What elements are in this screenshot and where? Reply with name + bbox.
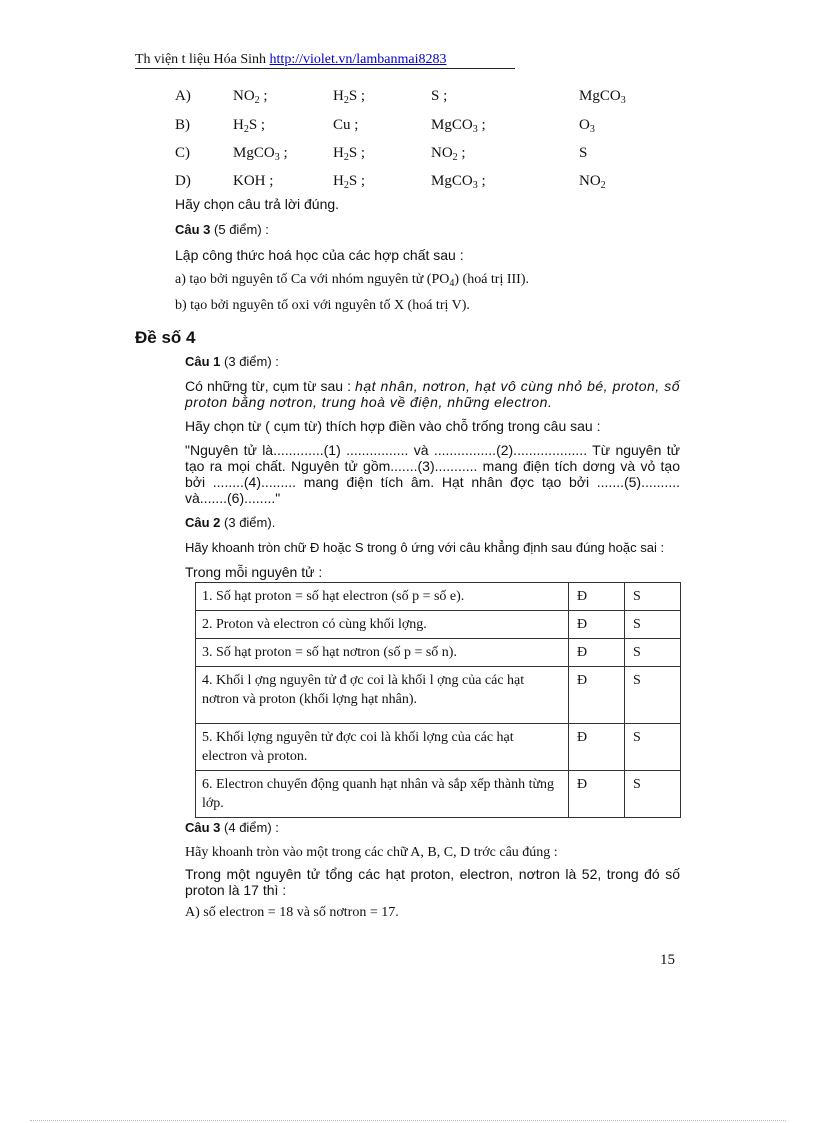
true-option[interactable]: Đ [569, 667, 625, 724]
option-row [175, 117, 695, 137]
formula-suffix: ; [279, 145, 288, 161]
option-formula [333, 145, 365, 163]
c1-instruction: Hãy chọn từ ( cụm từ) thích hợp điền vào chỗ trống trong câu sau : [185, 418, 601, 434]
formula-base: S [579, 145, 588, 161]
option-formula [333, 173, 365, 191]
option-formula [431, 145, 466, 163]
table-row [196, 667, 681, 724]
formula-base: H [233, 117, 244, 133]
formula-subscript: 2 [343, 152, 349, 163]
statement-cell: 2. Proton và electron có cùng khối lợng. [196, 611, 569, 639]
formula-suffix: ; [259, 88, 268, 104]
page-header [135, 52, 446, 68]
option-formula [233, 173, 273, 190]
cau3-b: b) tạo bởi nguyên tố oxi với nguyên tố X (hoá trị V). [175, 298, 470, 313]
statement-cell: 6. Electron chuyển động quanh hạt nhân và sắp xếp thành từng lớp. [196, 771, 569, 818]
c3-heading [185, 820, 279, 835]
option-row [175, 145, 695, 165]
formula-subscript: 2 [343, 95, 349, 106]
true-option[interactable]: Đ [569, 583, 625, 611]
c1-points: (3 điểm) : [220, 354, 279, 369]
formula-suffix: S ; [348, 88, 366, 104]
false-option[interactable]: S [625, 583, 681, 611]
formula-base: H [333, 173, 344, 189]
c1-words [185, 378, 680, 410]
c1-words-list: hạt nhân, nơtron, hạt vô cùng nhỏ bé, proton, số proton bằng nơtron, trung hoà về điện, những electron. [185, 378, 680, 410]
cau3-title: Câu 3 [175, 222, 211, 237]
page-bottom-rule [30, 1120, 786, 1121]
false-option[interactable]: S [625, 639, 681, 667]
formula-suffix: ; [477, 173, 486, 189]
formula-base: NO [233, 88, 255, 104]
formula-base: KOH ; [233, 173, 274, 189]
c1-fill-text: "Nguyên tử là.............(1) ................ và ................(2)................... Từ nguyên tử tạo ra mọi chất. Nguyên tử gồm.......(3)........... mang điện tích dơng và vỏ tạo bởi ........(4)......... mang điện tích âm. Hạt nhân đợc tạo bởi .......(5).......... và.......(6)........" [185, 442, 680, 506]
table-row [196, 771, 681, 818]
formula-subscript: 3 [589, 124, 595, 135]
true-false-table [195, 582, 681, 818]
statement-cell: 4. Khối l ợng nguyên tử đ ợc coi là khối l ợng của các hạt nơtron và proton (khối lợng hạt nhân). [196, 667, 569, 724]
formula-suffix: ; [457, 145, 466, 161]
true-option[interactable]: Đ [569, 639, 625, 667]
formula-suffix: ; [477, 117, 486, 133]
section-heading: Đề số 4 [135, 328, 196, 347]
true-option[interactable]: Đ [569, 771, 625, 818]
table-row [196, 724, 681, 771]
false-option[interactable]: S [625, 667, 681, 724]
formula-base: O [579, 117, 590, 133]
option-row [175, 173, 695, 193]
formula-subscript: 3 [472, 124, 478, 135]
option-formula [579, 88, 626, 106]
formula-subscript: 2 [243, 124, 249, 135]
false-option[interactable]: S [625, 771, 681, 818]
formula-subscript: 3 [472, 180, 478, 191]
formula-suffix: S ; [248, 117, 266, 133]
false-option[interactable]: S [625, 611, 681, 639]
c3-title: Câu 3 [185, 820, 221, 835]
option-formula [579, 117, 595, 135]
option-row [175, 88, 695, 108]
option-formula [233, 88, 268, 106]
formula-suffix: S ; [348, 145, 366, 161]
formula-subscript: 3 [274, 152, 280, 163]
option-formula [233, 145, 288, 163]
c2-points: (3 điểm). [220, 515, 276, 530]
formula-base: MgCO [431, 117, 473, 133]
formula-subscript: 2 [452, 152, 458, 163]
formula-base: Cu ; [333, 117, 359, 133]
c3-option-a: A) số electron = 18 và số nơtron = 17. [185, 905, 399, 920]
option-letter: A) [175, 88, 191, 104]
cau3-a-text: a) tạo bởi nguyên tố Ca với nhóm nguyên tử (PO [175, 272, 450, 287]
cau3-intro: Lập công thức hoá học của các hợp chất sau : [175, 247, 464, 263]
c3-instruction: Hãy khoanh tròn vào một trong các chữ A, B, C, D trớc câu đúng : [185, 845, 558, 860]
c1-heading [185, 354, 279, 369]
c2-instruction: Hãy khoanh tròn chữ Đ hoặc S trong ô ứng với câu khẳng định sau đúng hoặc sai : [185, 540, 665, 555]
formula-base: MgCO [579, 88, 621, 104]
cau3-a-sub: 4 [449, 278, 455, 289]
statement-cell: 5. Khối lợng nguyên tử đợc coi là khối lợng của các hạt electron và proton. [196, 724, 569, 771]
formula-base: H [333, 145, 344, 161]
header-title: Th viện t liệu Hóa Sinh [135, 52, 270, 67]
option-formula [579, 145, 587, 162]
c2-heading [185, 515, 275, 530]
choose-answer: Hãy chọn câu trả lời đúng. [175, 196, 340, 212]
option-formula [431, 117, 486, 135]
option-formula [579, 173, 606, 191]
formula-suffix: S ; [348, 173, 366, 189]
statement-cell: 1. Số hạt proton = số hạt electron (số p = số e). [196, 583, 569, 611]
c2-lead: Trong mỗi nguyên tử : [185, 564, 323, 580]
table-row [196, 611, 681, 639]
cau3-a-text-end: ) (hoá trị III). [454, 272, 530, 287]
formula-subscript: 3 [620, 95, 626, 106]
true-option[interactable]: Đ [569, 724, 625, 771]
header-rule [135, 68, 515, 69]
option-formula [333, 117, 358, 134]
option-letter: C) [175, 145, 190, 161]
header-link[interactable]: http://violet.vn/lambanmai8283 [269, 52, 447, 67]
formula-base: NO [579, 173, 601, 189]
formula-base: NO [431, 145, 453, 161]
option-formula [431, 173, 486, 191]
formula-subscript: 2 [343, 180, 349, 191]
option-formula [333, 88, 365, 106]
formula-subscript: 2 [600, 180, 606, 191]
c2-title: Câu 2 [185, 515, 221, 530]
formula-base: S ; [431, 88, 448, 104]
cau3-a [175, 272, 529, 289]
cau3-points: (5 điểm) : [210, 222, 269, 237]
cau3-heading [175, 222, 269, 237]
statement-cell: 3. Số hạt proton = số hạt nơtron (số p = số n). [196, 639, 569, 667]
page-number: 15 [660, 952, 675, 968]
c1-words-intro: Có những từ, cụm từ sau : [185, 378, 356, 394]
false-option[interactable]: S [625, 724, 681, 771]
option-formula [233, 117, 265, 135]
c3-points: (4 điểm) : [220, 820, 279, 835]
c1-title: Câu 1 [185, 354, 221, 369]
formula-subscript: 2 [254, 95, 260, 106]
option-formula [431, 88, 447, 105]
option-letter: D) [175, 173, 191, 189]
c3-question: Trong một nguyên tử tổng các hạt proton, electron, nơtron là 52, trong đó số proton là 17 thì : [185, 866, 680, 898]
table-row [196, 639, 681, 667]
true-option[interactable]: Đ [569, 611, 625, 639]
formula-base: H [333, 88, 344, 104]
formula-base: MgCO [233, 145, 275, 161]
formula-base: MgCO [431, 173, 473, 189]
table-row [196, 583, 681, 611]
option-letter: B) [175, 117, 190, 133]
